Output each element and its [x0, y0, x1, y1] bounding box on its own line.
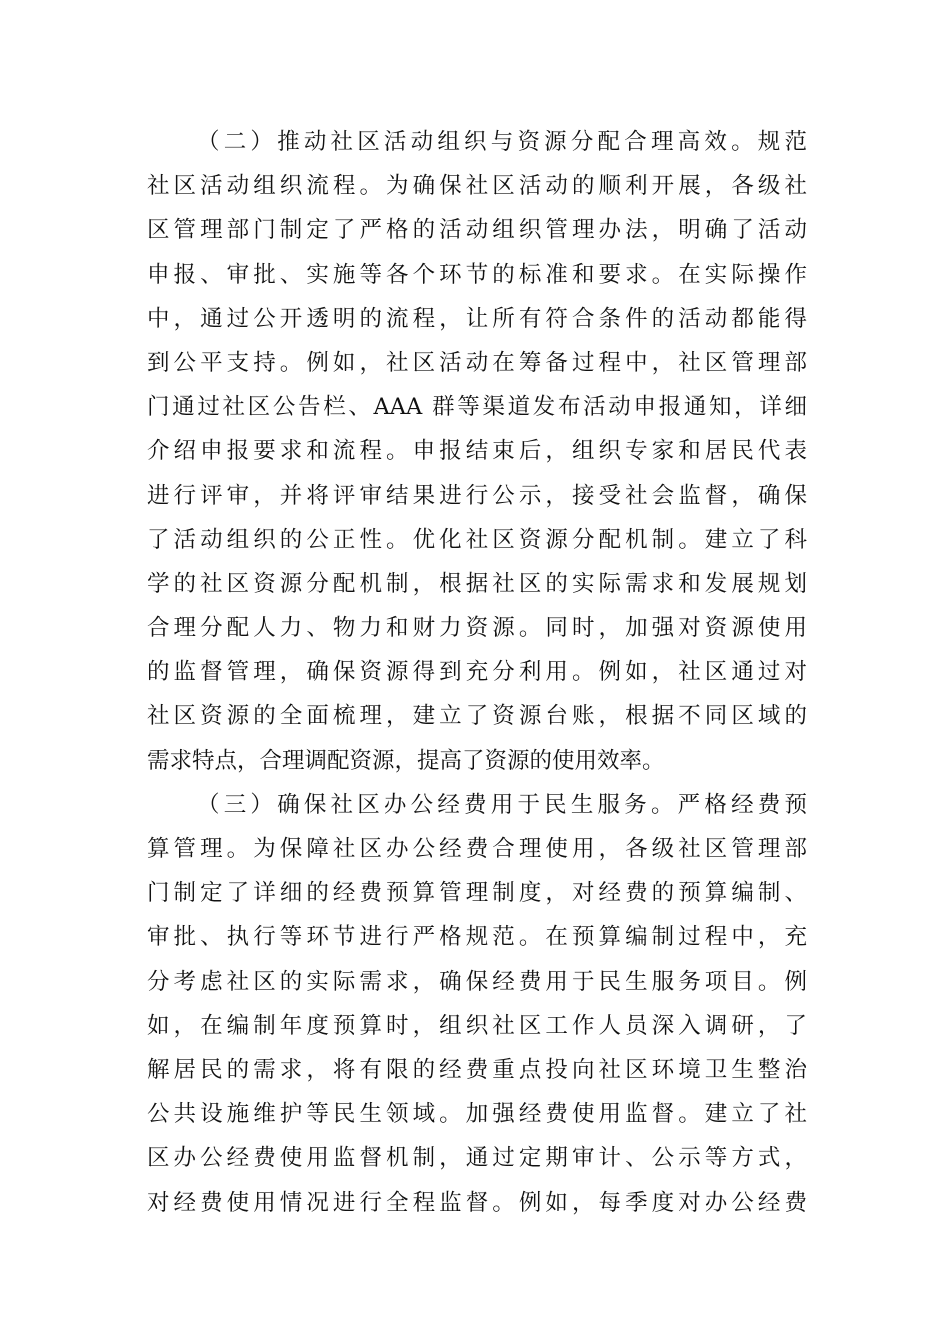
- text-line: 了活动组织的公正性。优化社区资源分配机制。建立了科: [147, 526, 807, 553]
- text-line: （二）推动社区活动组织与资源分配合理高效。规范: [197, 129, 807, 155]
- text-line: 门通过社区公告栏、AAA 群等渠道发布活动申报通知，详细: [147, 394, 807, 421]
- text-line: 分考虑社区的实际需求，确保经费用于民生服务项目。例: [147, 968, 807, 995]
- text-line: 区办公经费使用监督机制，通过定期审计、公示等方式，: [147, 1145, 807, 1172]
- text-line: 中，通过公开透明的流程，让所有符合条件的活动都能得: [147, 305, 807, 332]
- text-line: 需求特点，合理调配资源，提高了资源的使用效率。: [147, 747, 665, 774]
- text-line: 社区活动组织流程。为确保社区活动的顺利开展，各级社: [147, 173, 807, 200]
- text-line: 对经费使用情况进行全程监督。例如，每季度对办公经费: [147, 1189, 807, 1216]
- text-line: 算管理。为保障社区办公经费合理使用，各级社区管理部: [147, 836, 807, 862]
- paragraph-section-2: [147, 120, 807, 783]
- text-line: 介绍申报要求和流程。申报结束后，组织专家和居民代表: [147, 438, 807, 465]
- text-line: （三）确保社区办公经费用于民生服务。严格经费预: [197, 791, 807, 818]
- text-line: 如，在编制年度预算时，组织社区工作人员深入调研，了: [147, 1012, 807, 1039]
- text-line: 解居民的需求，将有限的经费重点投向社区环境卫生整治: [147, 1056, 807, 1083]
- text-line: 到公平支持。例如，社区活动在筹备过程中，社区管理部: [147, 349, 807, 376]
- text-line: 社区资源的全面梳理，建立了资源台账，根据不同区域的: [147, 703, 807, 730]
- text-line: 学的社区资源分配机制，根据社区的实际需求和发展规划: [147, 570, 807, 597]
- text-line: 合理分配人力、物力和财力资源。同时，加强对资源使用: [147, 615, 807, 642]
- text-line: 进行评审，并将评审结果进行公示，接受社会监督，确保: [147, 482, 807, 509]
- text-line: 公共设施维护等民生领域。加强经费使用监督。建立了社: [147, 1101, 807, 1128]
- text-line: 申报、审批、实施等各个环节的标准和要求。在实际操作: [147, 261, 807, 288]
- text-line: 审批、执行等环节进行严格规范。在预算编制过程中，充: [147, 924, 807, 951]
- document-body: [147, 120, 807, 1225]
- text-line: 的监督管理，确保资源得到充分利用。例如，社区通过对: [147, 659, 807, 686]
- paragraph-section-3: [147, 783, 807, 1225]
- text-line: 区管理部门制定了严格的活动组织管理办法，明确了活动: [147, 217, 807, 244]
- text-line: 门制定了详细的经费预算管理制度，对经费的预算编制、: [147, 880, 807, 907]
